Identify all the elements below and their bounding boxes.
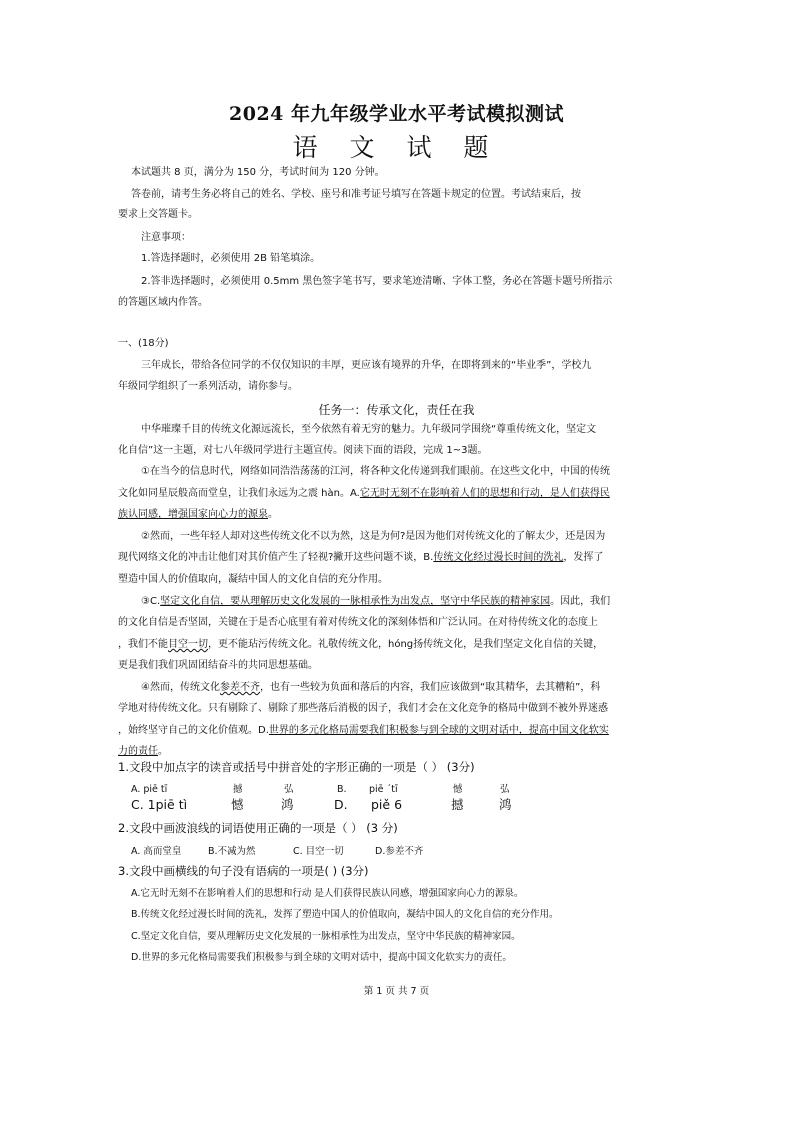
para3-line-3: ，我们不能目空一切，更不能玷污传统文化。礼敬传统文化，hóng扬传统文化，是我们坚定文化自信的关键， — [118, 639, 604, 650]
q1-option-d-pinyin: piě 6 — [371, 797, 403, 812]
q2-option-b: B.不减为然 — [208, 846, 256, 857]
q1-option-c-char-1: 憾 — [231, 797, 244, 812]
q1-options-row-ab — [131, 783, 731, 796]
para4-line-3: ，始终坚守自己的文化价值观。D.世界的多元化格局需要我们积极参与到全球的文明对话中，提高中国文化软实 — [118, 725, 609, 736]
underlined-sentence-b: 传统文化经过漫长时间的洗礼 — [433, 552, 564, 563]
q1-option-b-char-1: 憾 — [453, 784, 463, 795]
q1-option-d-char-2: 鸿 — [499, 797, 512, 812]
question-1-stem: 1.文段中加点字的读音或括号中拼音处的字形正确的一项是（ ） (3分) — [118, 760, 475, 774]
notice-heading: 注意事项： — [141, 232, 191, 243]
section-intro-2: 年级同学组织了一系列活动，请你参与。 — [118, 381, 298, 392]
para3-line-1: ③C.坚定文化自信，要从理解历史文化发展的一脉相承性为出发点，坚守中华民族的精神家园。因此，我们 — [141, 596, 611, 607]
q1-options-row-cd — [131, 797, 731, 812]
para1-line-1: ①在当今的信息时代，网络如同浩浩荡荡的江河，将各种文化传递到我们眼前。在这些文化中，中国的传统 — [141, 466, 610, 477]
question-2-stem: 2.文段中画波浪线的词语使用正确的一项是（ ） (3 分) — [118, 821, 398, 835]
task-title: 任务一：传承文化，责任在我 — [318, 403, 475, 417]
task-lead-2: 化自信”这一主题，对七八年级同学进行主题宣传。阅读下面的语段，完成 1~3题。 — [118, 445, 488, 456]
q1-option-c-pinyin: C. 1piē tì — [131, 797, 188, 812]
rule-2-line-2: 的答题区域内作答。 — [118, 297, 208, 308]
q2-option-c: C. 目空一切 — [293, 846, 344, 857]
para3-line-2: 的文化自信是否坚固，关键在于是否心底里有着对传统文化的深刻体悟和广泛认同。在对待传统文化的态度上 — [118, 617, 598, 628]
page-number: 第 1 页 共 7 页 — [363, 986, 430, 997]
q3-option-d: D.世界的多元化格局需要我们积极参与到全球的文明对话中，提高中国文化软实力的责任。 — [131, 952, 512, 963]
para1-line-2: 文化如同星辰般高而堂皇，让我们永远为之震 hàn。A.它无时无刻不在影响着人们的思想和行动，是人们获得民 — [118, 488, 610, 499]
para3-line-4: 更是我们我们巩固团结奋斗的共同思想基础。 — [118, 660, 318, 671]
wavy-word-mukong: 目空一切 — [168, 639, 208, 650]
q1-option-a-char-2: 弘 — [284, 784, 294, 795]
q3-option-b: B.传统文化经过漫长时间的洗礼，发挥了塑造中国人的价值取向，凝结中国人的文化自信的充分作用。 — [131, 909, 559, 920]
underlined-sentence-a-cont: 族认同感，增强国家向心力的源泉 — [118, 509, 268, 520]
exam-subtitle: 语 文 试 题 — [292, 133, 501, 162]
rule-1: 1.答选择题时，必须使用 2B 铅笔填涂。 — [141, 253, 321, 264]
q1-option-d-label: D. — [334, 797, 348, 812]
underlined-sentence-a: 它无时无刻不在影响着人们的思想和行动，是人们获得民 — [359, 488, 610, 499]
para2-line-3: 塑造中国人的价值取向，凝结中国人的文化自信的充分作用。 — [118, 574, 388, 585]
wavy-word-cenci: 参差不齐 — [219, 682, 260, 693]
underlined-sentence-d-cont: 力的责任 — [118, 746, 158, 757]
para2-line-2: 现代网络文化的冲击让他们对其价值产生了轻视?撇开这些问题不谈，B.传统文化经过漫长时间的洗礼，发挥了 — [118, 552, 604, 563]
q1-option-b-char-2: 弘 — [500, 784, 510, 795]
para4-line-4: 力的责任。 — [118, 746, 168, 757]
q1-option-b-label: B. — [337, 784, 347, 795]
para4-line-2: 学地对待传统文化。只有剔除了、剔除了那些落后消极的因子，我们才会在文化竞争的格局中做到不被外界迷惑 — [118, 703, 608, 714]
section-intro-1: 三年成长，带给各位同学的不仅仅知识的丰厚，更应该有境界的升华，在即将到来的“毕业季”，学校九 — [141, 360, 592, 371]
q1-option-c-char-2: 鸿 — [281, 797, 294, 812]
q3-option-a: A.它无时无刻不在影响着人们的思想和行动 是人们获得民族认同感，增强国家向心力的源泉。 — [131, 888, 524, 899]
task-lead-1: 中华璀璨千目的传统文化源远流长，至今依然有着无穷的魅力。九年级同学围绕“尊重传统文化，坚定文 — [141, 424, 597, 435]
underlined-sentence-d: 世界的多元化格局需要我们积极参与到全球的文明对话中，提高中国文化软实 — [268, 725, 609, 736]
rule-2-line-1: 2.答非选择题时，必须使用 0.5mm 黑色签字笔书写，要求笔迹清晰、字体工整，务必在答题卡题号所指示 — [141, 276, 613, 287]
q3-option-c: C.坚定文化自信，要从理解历史文化发展的一脉相承性为出发点，坚守中华民族的精神家园。 — [131, 931, 521, 942]
q2-option-d: D.参差不齐 — [375, 846, 424, 857]
q1-option-b-pinyin: piē ˊtī — [369, 784, 398, 795]
q1-option-a-pinyin: A. piē tī — [131, 784, 168, 795]
para1-line-3: 族认同感，增强国家向心力的源泉。 — [118, 509, 278, 520]
q2-option-a: A. 高而堂皇 — [131, 846, 182, 857]
para2-line-1: ②然而，一些年轻人却对这些传统文化不以为然，这是为何?是因为他们对传统文化的了解太少，还是因为 — [141, 531, 606, 542]
intro-line-1: 本试题共 8 页，满分为 150 分，考试时间为 120 分钟。 — [131, 167, 385, 178]
exam-title: 2024 年九年级学业水平考试模拟测试 — [229, 103, 564, 125]
q1-option-d-char-1: 撼 — [451, 797, 464, 812]
underlined-sentence-c: 坚定文化自信，要从理解历史文化发展的一脉相承性为出发点，坚守中华民族的精神家园 — [160, 596, 551, 607]
question-3-stem: 3.文段中画横线的句子没有语病的一项是( ) (3分) — [118, 864, 369, 878]
section-heading: 一、(18分) — [118, 338, 169, 349]
intro-line-3: 要求上交答题卡。 — [118, 209, 198, 220]
intro-line-2: 答卷前，请考生务必将自己的姓名、学校、座号和准考证号填写在答题卡规定的位置。考试结束后，按 — [131, 189, 581, 200]
para4-line-1: ④然而，传统文化参差不齐，也有一些较为负面和落后的内容，我们应该做到“取其精华，去其糟粕”，科 — [141, 682, 601, 693]
q1-option-a-char-1: 撼 — [233, 784, 243, 795]
